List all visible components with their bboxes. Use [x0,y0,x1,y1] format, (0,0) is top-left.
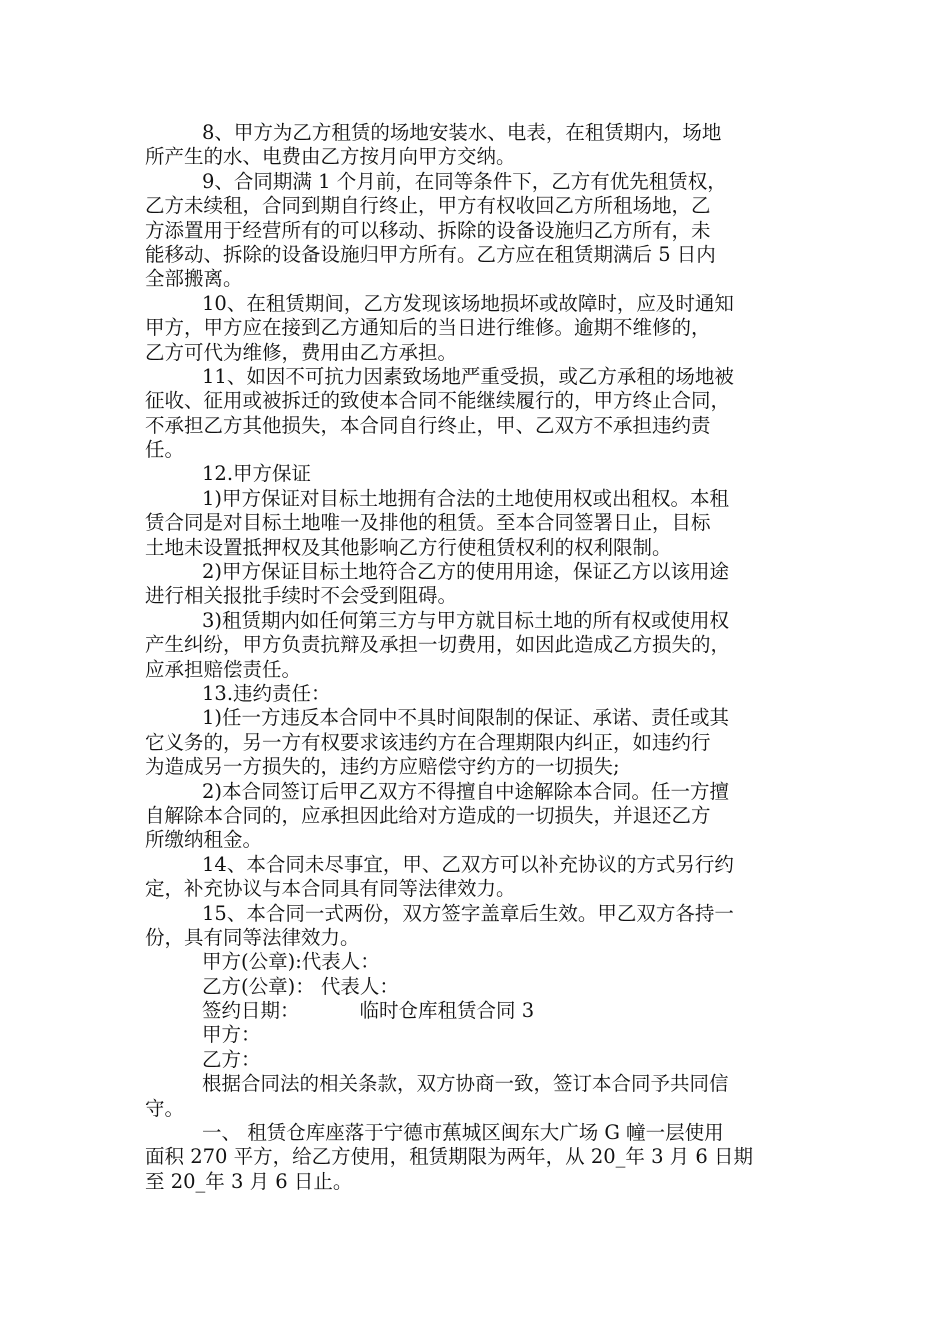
text-line: 不承担乙方其他损失，本合同自行终止，甲、乙双方不承担违约责 [145,413,711,437]
text-line: 乙方未续租，合同到期自行终止，甲方有权收回乙方所租场地，乙 [145,194,711,218]
text-line: 份，具有同等法律效力。 [145,925,360,949]
text-line: 定，补充协议与本合同具有同等法律效力。 [145,877,516,901]
text-line: 所缴纳租金。 [145,828,263,852]
text-line: 征收、征用或被拆迁的致使本合同不能继续履行的，甲方终止合同， [145,389,731,413]
text-line: 3)租赁期内如任何第三方与甲方就目标土地的所有权或使用权 [202,608,730,632]
text-line: 乙方： [202,1047,261,1071]
contract-body-part-2 [145,1023,810,1194]
sign-date-label: 签约日期： [202,999,300,1023]
text-line: 15、本合同一式两份，双方签字盖章后生效。甲乙双方各持一 [202,901,734,925]
text-line: 守。 [145,1096,185,1120]
text-line: 甲方，甲方应在接到乙方通知后的当日进行维修。逾期不维修的， [145,316,711,340]
text-line: 进行相关报批手续时不会受到阻碍。 [145,584,458,608]
text-line: 产生纠纷，甲方负责抗辩及承担一切费用，如因此造成乙方损失的， [145,633,731,657]
text-line: 任。 [145,438,185,462]
text-line: 乙方可代为维修，费用由乙方承担。 [145,340,458,364]
text-line: 10、在租赁期间，乙方发现该场地损坏或故障时，应及时通知 [202,291,734,315]
text-line: 土地未设置抵押权及其他影响乙方行使租赁权利的权利限制。 [145,535,672,559]
text-line: 2)甲方保证目标土地符合乙方的使用用途，保证乙方以该用途 [202,560,730,584]
text-line: 12.甲方保证 [202,462,312,486]
text-line: 它义务的，另一方有权要求该违约方在合理期限内纠正，如违约行 [145,730,711,754]
text-line: 根据合同法的相关条款，双方协商一致，签订本合同予共同信 [202,1072,729,1096]
text-line: 方添置用于经营所有的可以移动、拆除的设备设施归乙方所有，未 [145,218,711,242]
text-line: 1)甲方保证对目标土地拥有合法的土地使用权或出租权。本租 [202,486,730,510]
text-line: 赁合同是对目标土地唯一及排他的租赁。至本合同签署日止，目标 [145,511,711,535]
text-line: 8、甲方为乙方租赁的场地安装水、电表，在租赁期内，场地 [202,121,722,144]
text-line: 14、本合同未尽事宜，甲、乙双方可以补充协议的方式另行约 [202,852,734,876]
text-line: 应承担赔偿责任。 [145,657,302,681]
document-page [145,121,810,1194]
text-line: 2)本合同签订后甲乙双方不得擅自中途解除本合同。任一方擅 [202,779,730,803]
text-line: 11、如因不可抗力因素致场地严重受损，或乙方承租的场地被 [202,364,734,388]
text-line: 至 20_年 3 月 6 日止。 [145,1169,353,1193]
text-line: 13.违约责任： [202,681,331,705]
text-line: 能移动、拆除的设备设施归甲方所有。乙方应在租赁期满后 5 日内 [145,242,716,266]
text-line: 面积 270 平方，给乙方使用，租赁期限为两年，从 20_年 3 月 6 日期 [145,1145,753,1169]
text-line: 9、合同期满 1 个月前，在同等条件下，乙方有优先租赁权， [202,169,727,193]
text-line: 自解除本合同的，应承担因此给对方造成的一切损失，并退还乙方 [145,803,711,827]
contract-title: 临时仓库租赁合同 3 [359,999,535,1023]
text-line: 全部搬离。 [145,267,243,291]
text-line: 甲方： [202,1023,261,1047]
text-line: 甲方(公章):代表人： [202,950,380,974]
text-line: 1)任一方违反本合同中不具时间限制的保证、承诺、责任或其 [202,706,730,730]
text-line: 一、 租赁仓库座落于宁德市蕉城区闽东大广场 G 幢一层使用 [202,1121,724,1145]
contract-body-part-1 [145,121,810,999]
text-line: 乙方(公章)： 代表人： [202,974,399,998]
text-line: 所产生的水、电费由乙方按月向甲方交纳。 [145,145,516,169]
text-line: 为造成另一方损失的，违约方应赔偿守约方的一切损失; [145,755,620,779]
sign-date-line [145,999,810,1023]
